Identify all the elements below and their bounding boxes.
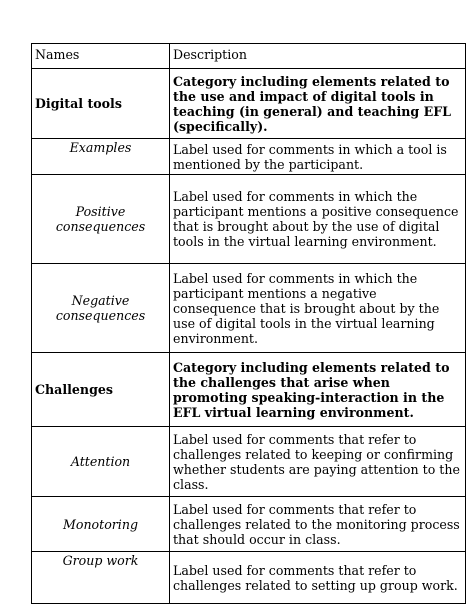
label-name-positive-consequences: Positive consequences [32,175,170,264]
label-name-monotoring: Monotoring [32,497,170,552]
label-description: Label used for comments in which the participant mentions a positive consequence that is brought about by the use of digital tools in the virtual learning environment. [170,175,466,264]
label-name-group-work: Group work [32,552,170,604]
table-row [32,497,466,552]
table-row [32,69,466,139]
codes-table [31,43,466,604]
category-name-digital-tools: Digital tools [32,69,170,139]
label-description: Label used for comments in which the participant mentions a negative consequence that is brought about by the use of digital tools in the virtual learning environment. [170,264,466,353]
header-row [32,44,466,69]
label-description: Label used for comments that refer to challenges related to the monitoring process that should occur in class. [170,497,466,552]
category-name-challenges: Challenges [32,353,170,427]
table-row [32,427,466,497]
category-description: Category including elements related to the challenges that arise when promoting speaking-interaction in the EFL virtual learning environment. [170,353,466,427]
label-description: Label used for comments in which a tool is mentioned by the participant. [170,139,466,175]
label-description: Label used for comments that refer to challenges related to setting up group work. [170,552,466,604]
table-row [32,353,466,427]
label-name-attention: Attention [32,427,170,497]
table-row [32,552,466,604]
label-description: Label used for comments that refer to challenges related to keeping or confirming whether students are paying attention to the class. [170,427,466,497]
table-row [32,139,466,175]
table-row [32,175,466,264]
category-description: Category including elements related to the use and impact of digital tools in teaching (in general) and teaching EFL (specifically). [170,69,466,139]
description-column-header: Description [170,44,466,69]
table-row [32,264,466,353]
label-name-negative-consequences: Negative consequences [32,264,170,353]
names-column-header: Names [32,44,170,69]
label-name-examples: Examples [32,139,170,175]
